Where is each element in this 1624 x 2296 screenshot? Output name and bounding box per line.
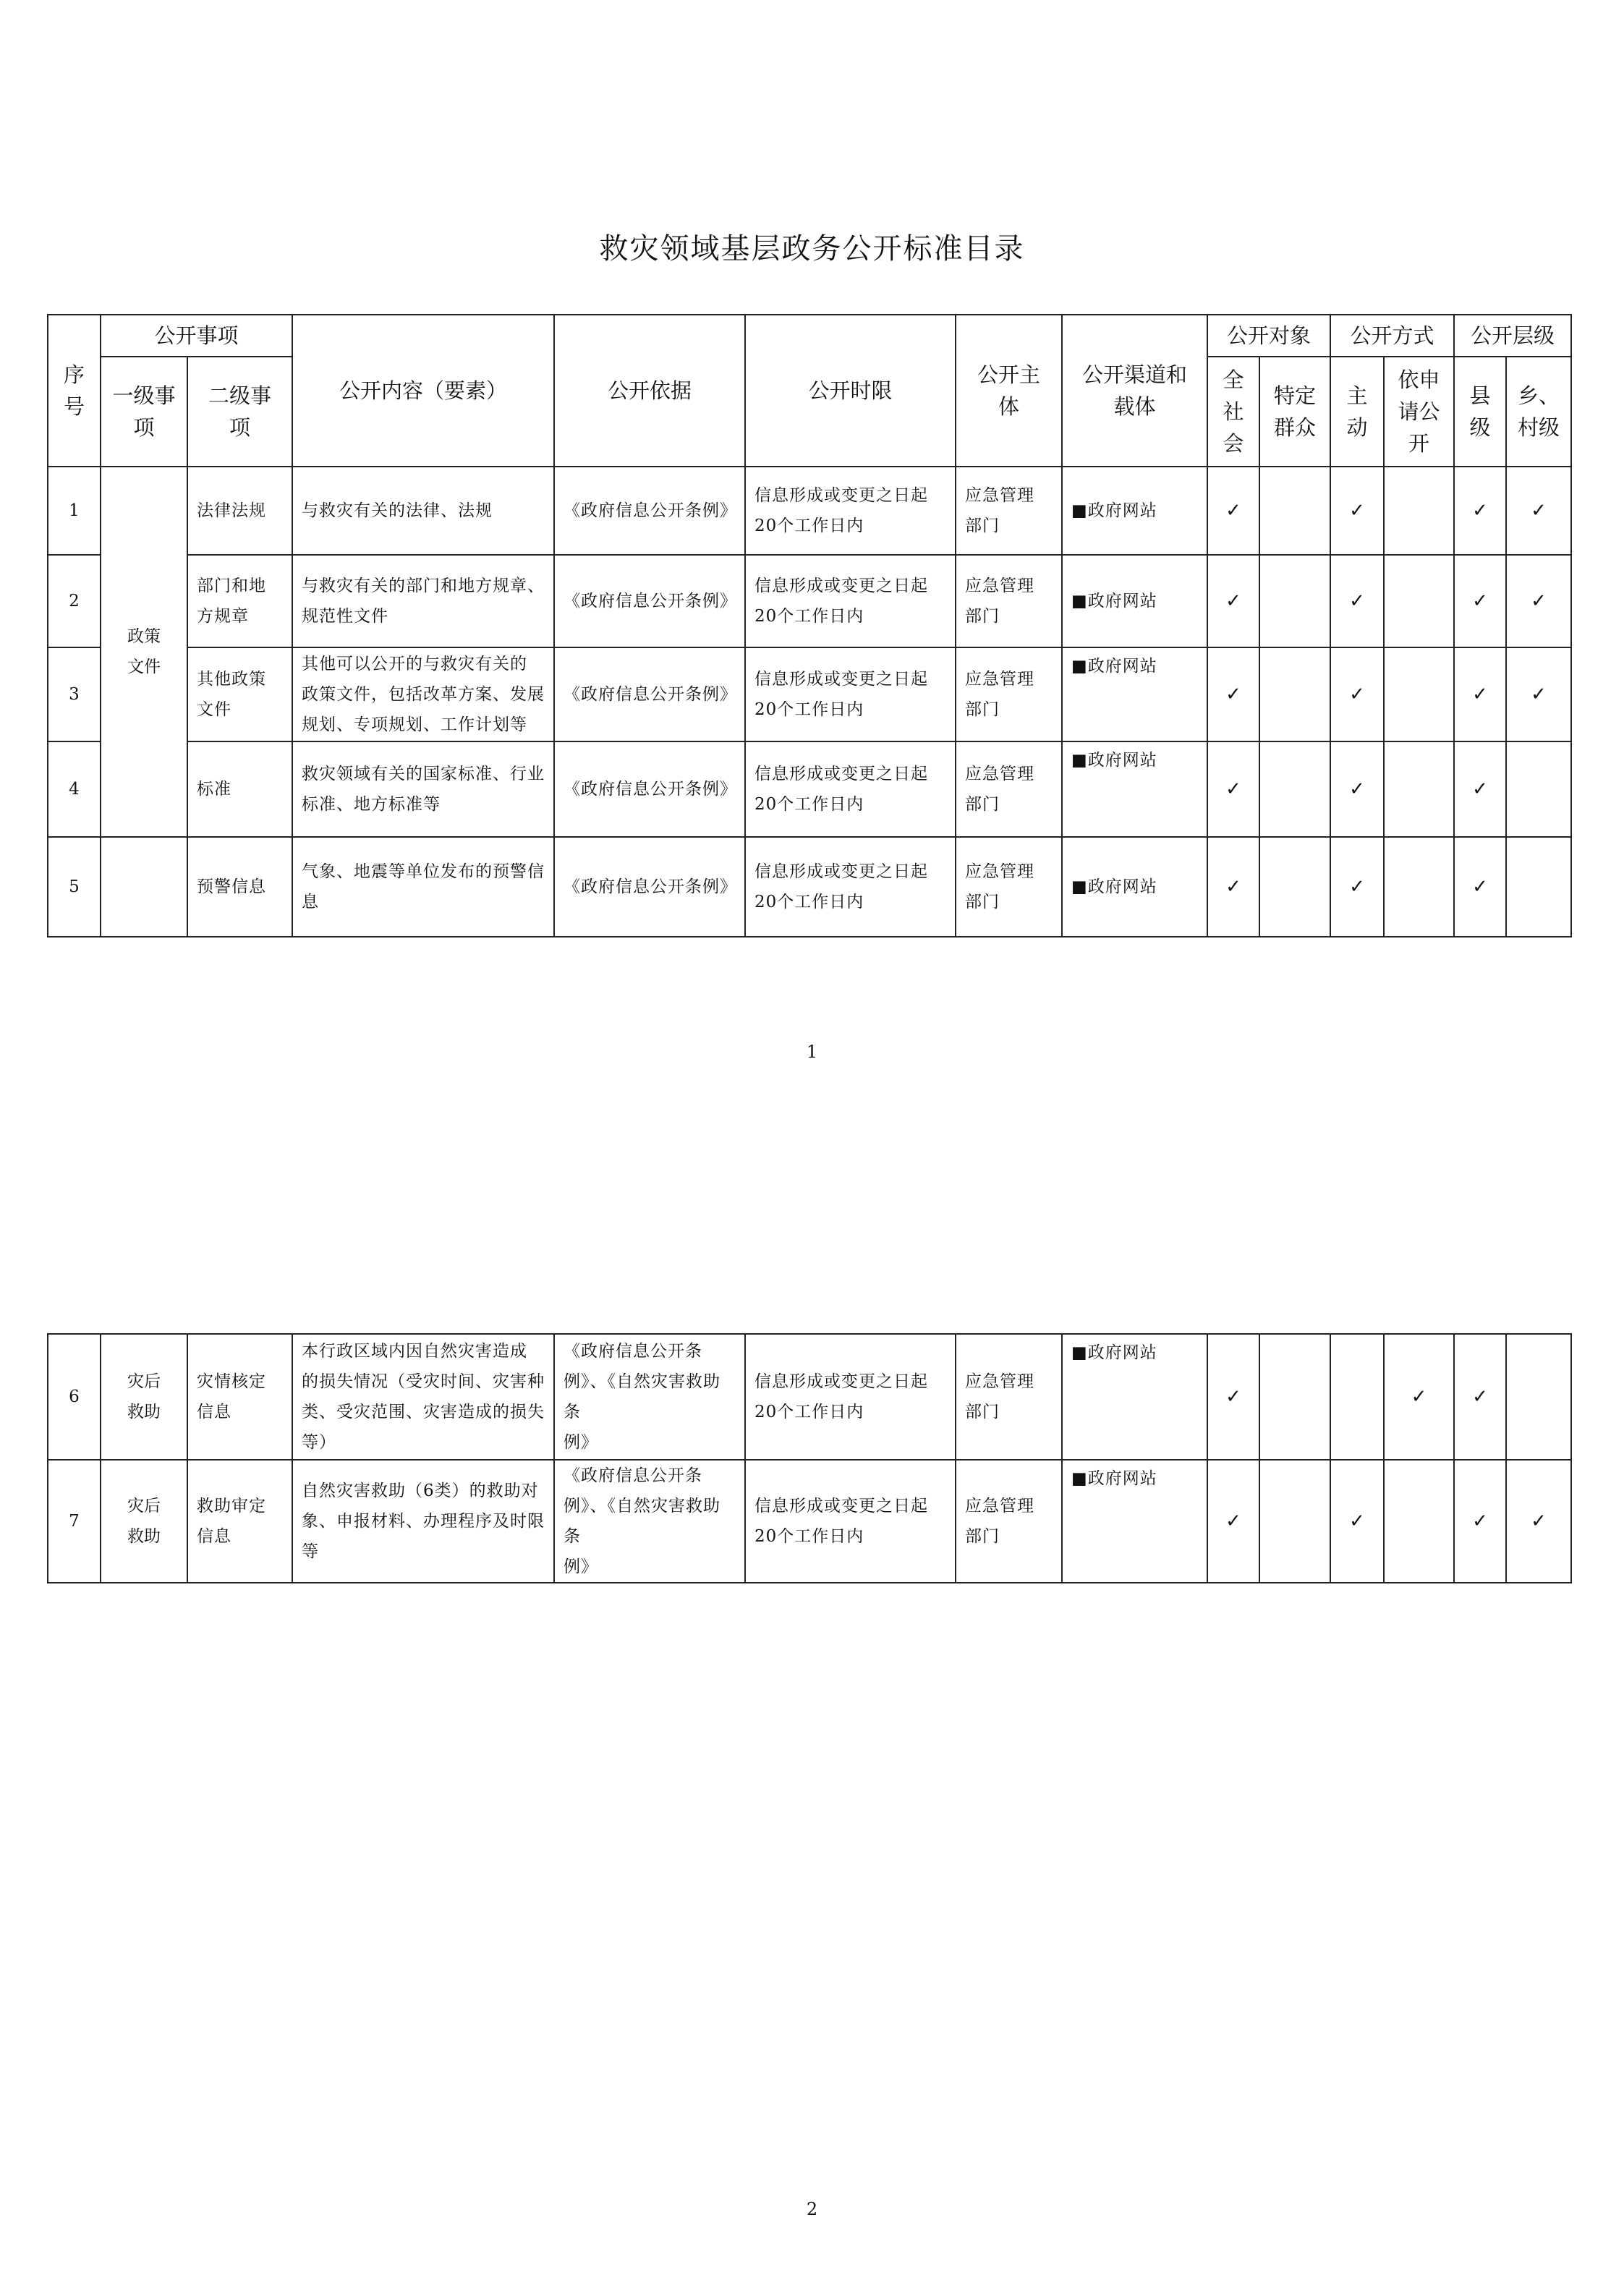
row-time: 信息形成或变更之日起 20个工作日内 <box>745 1460 956 1583</box>
row-check-apply <box>1384 1460 1454 1583</box>
row-check-all: ✓ <box>1207 1460 1259 1583</box>
row-time: 信息形成或变更之日起 20个工作日内 <box>745 741 956 837</box>
row-check-all: ✓ <box>1207 837 1259 937</box>
header-level: 公开层级 <box>1454 315 1571 357</box>
row-subject: 应急管理 部门 <box>956 837 1062 937</box>
row-seq: 2 <box>48 555 101 647</box>
row-content: 救灾领域有关的国家标准、行业 标准、地方标准等 <box>292 741 554 837</box>
table-row <box>48 741 1571 837</box>
row-seq: 1 <box>48 467 101 555</box>
row-check-active: ✓ <box>1330 741 1384 837</box>
row-channel: ■政府网站 <box>1062 647 1207 741</box>
row-level1: 灾后 救助 <box>101 1460 187 1583</box>
row-check-town: ✓ <box>1506 467 1571 555</box>
catalog-table-page1 <box>47 314 1572 937</box>
header-content: 公开内容（要素） <box>292 315 554 467</box>
row-content: 气象、地震等单位发布的预警信 息 <box>292 837 554 937</box>
row-level2: 其他政策 文件 <box>187 647 292 741</box>
row-content: 本行政区域内因自然灾害造成 的损失情况（受灾时间、灾害种 类、受灾范围、灾害造成的损失 等） <box>292 1334 554 1460</box>
row-time: 信息形成或变更之日起 20个工作日内 <box>745 467 956 555</box>
row-level1-group: 政策 文件 <box>101 467 187 837</box>
header-method: 公开方式 <box>1330 315 1454 357</box>
row-channel: ■政府网站 <box>1062 837 1207 937</box>
row-basis: 《政府信息公开条例》 <box>554 837 745 937</box>
row-channel: ■政府网站 <box>1062 741 1207 837</box>
row-level2: 标准 <box>187 741 292 837</box>
row-subject: 应急管理 部门 <box>956 467 1062 555</box>
row-seq: 6 <box>48 1334 101 1460</box>
row-check-all: ✓ <box>1207 467 1259 555</box>
row-check-apply <box>1384 741 1454 837</box>
row-seq: 5 <box>48 837 101 937</box>
header-basis: 公开依据 <box>554 315 745 467</box>
header-m-active: 主 动 <box>1330 357 1384 467</box>
header-aud-specific: 特定 群众 <box>1259 357 1330 467</box>
page-title: 救灾领域基层政务公开标准目录 <box>599 232 1025 265</box>
row-subject: 应急管理 部门 <box>956 647 1062 741</box>
header-matter: 公开事项 <box>101 315 292 357</box>
row-check-county: ✓ <box>1454 555 1506 647</box>
row-check-town <box>1506 1334 1571 1460</box>
header-level2: 二级事 项 <box>187 357 292 467</box>
row-subject: 应急管理 部门 <box>956 1334 1062 1460</box>
row-check-county: ✓ <box>1454 467 1506 555</box>
row-time: 信息形成或变更之日起 20个工作日内 <box>745 555 956 647</box>
row-seq: 3 <box>48 647 101 741</box>
row-level2: 法律法规 <box>187 467 292 555</box>
row-level2: 灾情核定 信息 <box>187 1334 292 1460</box>
header-time-limit: 公开时限 <box>745 315 956 467</box>
row-check-active: ✓ <box>1330 467 1384 555</box>
table-row <box>48 1460 1571 1583</box>
row-check-active <box>1330 1334 1384 1460</box>
row-check-specific <box>1259 1334 1330 1460</box>
row-basis: 《政府信息公开条例》 <box>554 741 745 837</box>
row-basis: 《政府信息公开条 例》、《自然灾害救助条 例》 <box>554 1334 745 1460</box>
table-row <box>48 1334 1571 1460</box>
table-row <box>48 647 1571 741</box>
header-level1: 一级事 项 <box>101 357 187 467</box>
header-channel: 公开渠道和 载体 <box>1062 315 1207 467</box>
page-number: 2 <box>806 2199 818 2219</box>
row-check-town: ✓ <box>1506 555 1571 647</box>
row-basis: 《政府信息公开条例》 <box>554 467 745 555</box>
header-lv-town: 乡、 村级 <box>1506 357 1571 467</box>
row-channel: ■政府网站 <box>1062 467 1207 555</box>
row-check-specific <box>1259 1460 1330 1583</box>
row-check-specific <box>1259 467 1330 555</box>
row-check-town <box>1506 741 1571 837</box>
row-check-active: ✓ <box>1330 837 1384 937</box>
header-seq: 序 号 <box>48 315 101 467</box>
row-level2: 预警信息 <box>187 837 292 937</box>
row-check-all: ✓ <box>1207 647 1259 741</box>
row-level1: 灾后 救助 <box>101 1334 187 1460</box>
row-check-county: ✓ <box>1454 1334 1506 1460</box>
header-lv-county: 县 级 <box>1454 357 1506 467</box>
row-content: 与救灾有关的部门和地方规章、 规范性文件 <box>292 555 554 647</box>
row-check-active: ✓ <box>1330 647 1384 741</box>
row-check-specific <box>1259 647 1330 741</box>
row-check-county: ✓ <box>1454 741 1506 837</box>
row-subject: 应急管理 部门 <box>956 741 1062 837</box>
row-seq: 4 <box>48 741 101 837</box>
row-seq: 7 <box>48 1460 101 1583</box>
row-basis: 《政府信息公开条 例》、《自然灾害救助条 例》 <box>554 1460 745 1583</box>
row-level2: 部门和地 方规章 <box>187 555 292 647</box>
row-check-specific <box>1259 555 1330 647</box>
row-check-apply <box>1384 467 1454 555</box>
row-channel: ■政府网站 <box>1062 1460 1207 1583</box>
row-check-apply <box>1384 647 1454 741</box>
table-row <box>48 467 1571 555</box>
catalog-table-page2 <box>47 1333 1572 1583</box>
row-level2: 救助审定 信息 <box>187 1460 292 1583</box>
row-check-all: ✓ <box>1207 741 1259 837</box>
row-subject: 应急管理 部门 <box>956 1460 1062 1583</box>
row-channel: ■政府网站 <box>1062 555 1207 647</box>
row-channel: ■政府网站 <box>1062 1334 1207 1460</box>
row-basis: 《政府信息公开条例》 <box>554 555 745 647</box>
row-check-active: ✓ <box>1330 555 1384 647</box>
header-aud-all: 全 社 会 <box>1207 357 1259 467</box>
row-check-town <box>1506 837 1571 937</box>
row-subject: 应急管理 部门 <box>956 555 1062 647</box>
page-number: 1 <box>806 1042 818 1062</box>
row-check-town: ✓ <box>1506 647 1571 741</box>
row-check-county: ✓ <box>1454 647 1506 741</box>
row-level1-empty <box>101 837 187 937</box>
header-m-apply: 依申 请公 开 <box>1384 357 1454 467</box>
row-time: 信息形成或变更之日起 20个工作日内 <box>745 837 956 937</box>
row-check-apply: ✓ <box>1384 1334 1454 1460</box>
row-check-all: ✓ <box>1207 1334 1259 1460</box>
table-row <box>48 555 1571 647</box>
row-check-specific <box>1259 837 1330 937</box>
row-content: 自然灾害救助（6类）的救助对 象、申报材料、办理程序及时限 等 <box>292 1460 554 1583</box>
header-audience: 公开对象 <box>1207 315 1330 357</box>
row-time: 信息形成或变更之日起 20个工作日内 <box>745 647 956 741</box>
table-row <box>48 837 1571 937</box>
header-subject: 公开主 体 <box>956 315 1062 467</box>
row-check-apply <box>1384 837 1454 937</box>
row-check-town: ✓ <box>1506 1460 1571 1583</box>
row-check-active: ✓ <box>1330 1460 1384 1583</box>
row-check-all: ✓ <box>1207 555 1259 647</box>
row-basis: 《政府信息公开条例》 <box>554 647 745 741</box>
row-check-apply <box>1384 555 1454 647</box>
row-content: 与救灾有关的法律、法规 <box>292 467 554 555</box>
row-content: 其他可以公开的与救灾有关的 政策文件，包括改革方案、发展 规划、专项规划、工作计划等 <box>292 647 554 741</box>
row-check-county: ✓ <box>1454 1460 1506 1583</box>
row-check-county: ✓ <box>1454 837 1506 937</box>
row-check-specific <box>1259 741 1330 837</box>
row-time: 信息形成或变更之日起 20个工作日内 <box>745 1334 956 1460</box>
